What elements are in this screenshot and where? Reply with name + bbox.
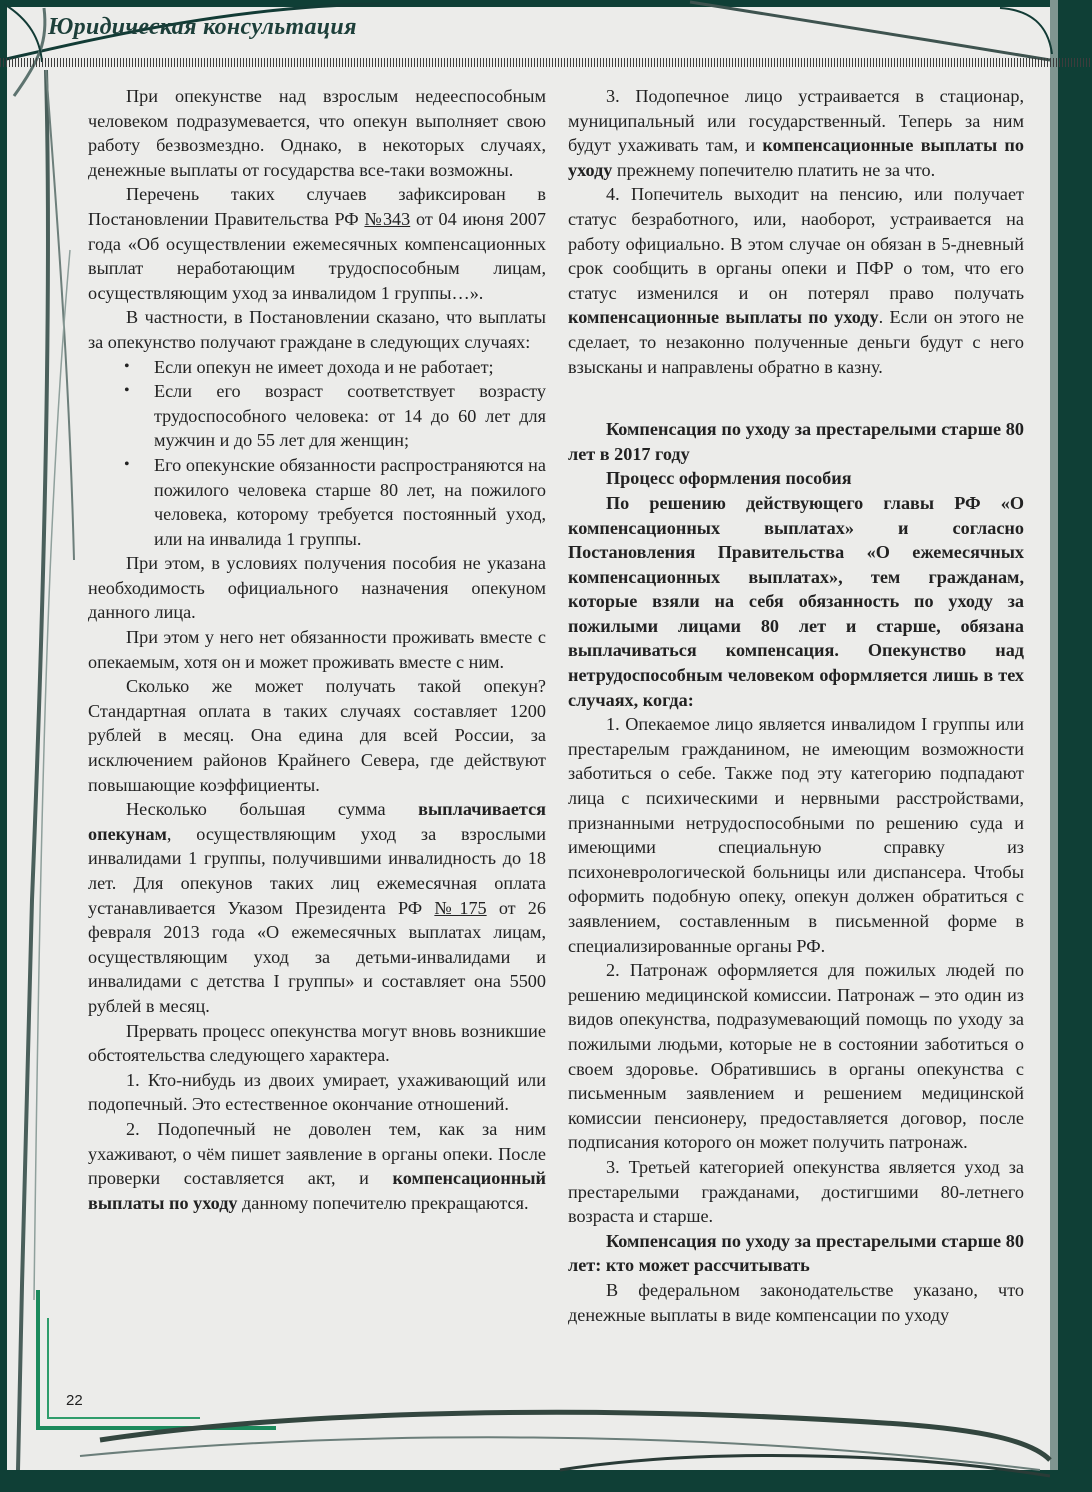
numbered-item: 2. Подопечный не доволен тем, как за ним ухаживают, о чём пишет заявление в органы опеки. После проверки составляется акт, и компенсационный выплаты по уходу данному попечителю прекращаются. (88, 1118, 546, 1213)
numbered-item: 3. Третьей категорией опекунства является уход за престарелыми гражданами, достигшими 80-летнего возраста и старше. (568, 1156, 1024, 1227)
paragraph: Перечень таких случаев зафиксирован в Постановлении Правительства РФ №343 от 04 июня 2007 года «Об осуществлении ежемесячных компенсационных выплат неработающим трудоспособным лицам, осуществляющим уход за инвалидом 1 группы…». (88, 184, 546, 303)
numbered-item: 1. Опекаемое лицо является инвалидом I группы или престарелым гражданином, не имеющим возможности заботиться о себе. Также под эту категорию подпадают лица с психическими и нервными расстройствами, признанными нетрудоспособными по решению суда и имеющими специальную справку из психоневрологической больницы или диспансера. Чтобы оформить подобную опеку, опекун должен обратиться с заявлением, составленным в письменной форме в специализированные органы РФ. (568, 714, 1024, 956)
page-header-title: Юридическая консультация (48, 14, 357, 40)
left-column (88, 84, 546, 1215)
numbered-item: 2. Патронаж оформляется для пожилых людей по решению медицинской комиссии. Патронаж – это один из видов опекунства, подразумевающий помощь по уходу за пожилыми людьми, которые не в состоянии заботиться о своем здоровье. Обратившись в органы опекунства с письменным заявлением и решением медицинской комиссии пенсионеру, предоставляется договор, после подписания которого он может получить патронаж. (568, 960, 1024, 1153)
header-divider (0, 58, 1092, 67)
decree-link[interactable]: №343 (364, 208, 411, 229)
section-subheading: Процесс оформления пособия (606, 468, 852, 489)
paragraph: В федеральном законодательстве указано, что денежные выплаты в виде компенсации по уходу (568, 1279, 1024, 1325)
paragraph: При этом у него нет обязанности проживать вместе с опекаемым, хотя он и может проживать вместе с ним. (88, 627, 546, 672)
section-heading: Компенсация по уходу за престарелыми старше 80 лет: кто может рассчитывать (568, 1230, 1024, 1276)
paragraph: При этом, в условиях получения пособия не указана необходимость официального назначения опекуном данного лица. (88, 553, 546, 623)
paragraph: Несколько большая сумма выплачивается опекунам, осуществляющим уход за взрослыми инвалидами 1 группы, получившими инвалидность до 18 лет. Для опекунов таких лиц ежемесячная оплата устанавливается Указом Президента РФ №175 от 26 февраля 2013 года «О ежемесячных выплатах лицам, осуществляющим уход за детьми-инвалидами и инвалидами с детства I группы» и составляет она 5500 рублей в месяц. (88, 799, 546, 1016)
page-number: 22 (66, 1392, 83, 1409)
paragraph: Прервать процесс опекунства могут вновь возникшие обстоятельства следующего характера. (88, 1020, 546, 1066)
list-item: • Его опекунские обязанности распространяются на пожилого человека старше 80 лет, на пожилого человека, которому требуется постоянный уход, или на инвалида 1 группы. (88, 453, 546, 551)
paragraph: В частности, в Постановлении сказано, что выплаты за опекунство получают граждане в следующих случаях: (88, 307, 546, 352)
numbered-item: 1. Кто-нибудь из двоих умирает, ухаживающий или подопечный. Это естественное окончание отношений. (88, 1069, 546, 1115)
paragraph: Сколько же может получать такой опекун? Стандартная оплата в таких случаях составляет 1200 рублей в месяц. Она едина для всей России, за исключением районов Крайнего Севера, где действуют повышающие коэффициенты. (88, 676, 546, 795)
conditions-list (88, 355, 546, 552)
numbered-item: 3. Подопечное лицо устраивается в стационар, муниципальный или государственный. Теперь за ним будут ухаживать там, и компенсационные выплаты по уходу прежнему попечителю платить не за что. (568, 86, 1024, 180)
paragraph: При опекунстве над взрослым недееспособным человеком подразумевается, что опекун выполняет свою работу безвозмездно. Однако, в некоторых случаях, денежные выплаты от государства все-таки возможны. (88, 86, 546, 180)
decree-link[interactable]: №175 (434, 897, 487, 918)
section-heading: Компенсация по уходу за престарелыми старше 80 лет в 2017 году (568, 419, 1024, 464)
list-item: • Если опекун не имеет дохода и не работает; (88, 355, 546, 380)
numbered-item: 4. Попечитель выходит на пенсию, или получает статус безработного, или, наоборот, устраивается на работу официально. В этом случае он обязан в 5-дневный срок сообщить в органы опеки и ПФР о том, что его статус изменился и он потерял право получать компенсационные выплаты по уходу. Если он этого не сделает, то незаконно полученные деньги будут с него взысканы и направлены обратно в казну. (568, 184, 1024, 377)
list-item: • Если его возраст соответствует возрасту трудоспособного человека: от 14 до 60 лет для мужчин и до 55 лет для женщин; (88, 379, 546, 453)
bold-paragraph: По решению действующего главы РФ «О компенсационных выплатах» и согласно Постановления Правительства «О ежемесячных компенсационных выплатах», тем гражданам, которые взяли на себя обязанность по уходу за пожилыми лицами 80 лет и старше, обязана выплачиваться компенсация. Опекунство над нетрудоспособным человеком оформляется лишь в тех случаях, когда: (568, 492, 1024, 710)
right-column (568, 84, 1024, 1327)
